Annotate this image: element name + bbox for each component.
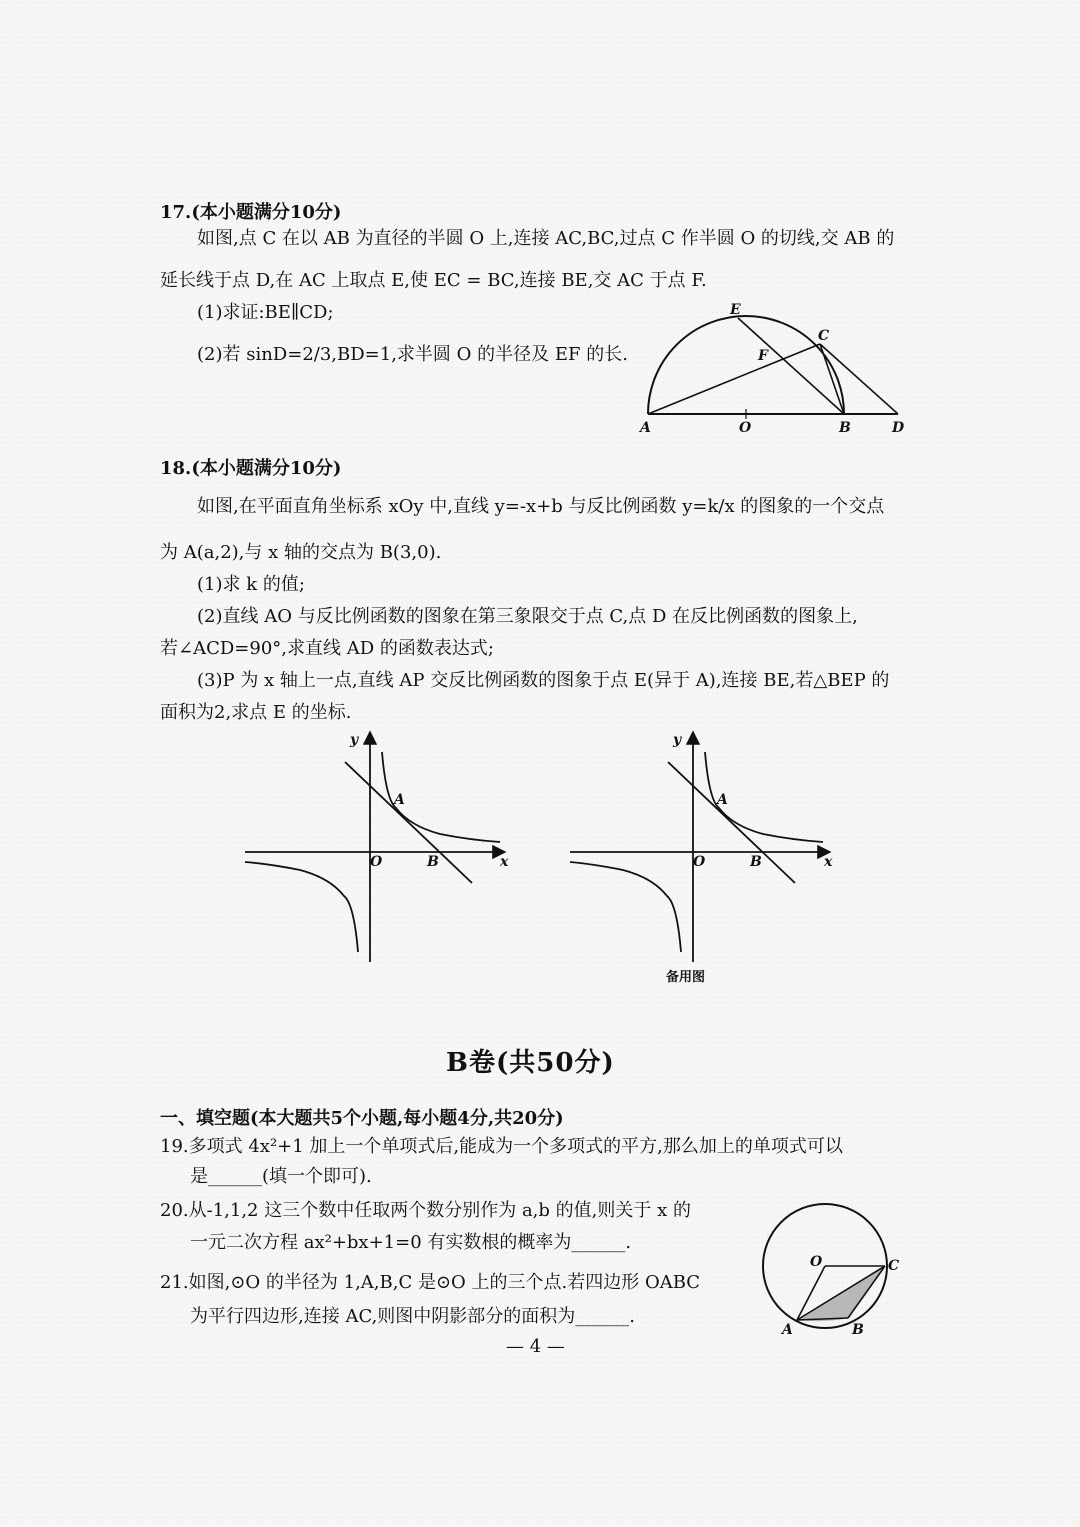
q17-semicircle-figure — [630, 290, 920, 440]
q18-graph-main — [240, 725, 520, 965]
q18-line1: 如图,在平面直角坐标系 xOy 中,直线 y=-x+b 与反比例函数 y=k/x 的图象的一个交点 — [197, 496, 885, 517]
q18-part2a: (2)直线 AO 与反比例函数的图象在第三象限交于点 C,点 D 在反比例函数的图象上, — [197, 606, 858, 627]
q20-line1: 20.从-1,1,2 这三个数中任取两个数分别作为 a,b 的值,则关于 x 的 — [160, 1200, 691, 1221]
q21-label-B: B — [852, 1322, 864, 1338]
q21-label-O: O — [810, 1254, 823, 1270]
q18-line2: 为 A(a,2),与 x 轴的交点为 B(3,0). — [160, 542, 442, 563]
section-b-title: B卷(共50分) — [446, 1048, 615, 1078]
q18-part3a: (3)P 为 x 轴上一点,直线 AP 交反比例函数的图象于点 E(异于 A),连接 BE,若△BEP 的 — [197, 670, 890, 691]
spare-figure-caption: 备用图 — [666, 970, 706, 985]
graph1-label-A: A — [394, 792, 405, 808]
graph1-label-O: O — [370, 854, 383, 870]
q17-line2: 延长线于点 D,在 AC 上取点 E,使 EC = BC,连接 BE,交 AC 于点 F. — [160, 270, 707, 291]
q17-label-C: C — [818, 328, 830, 344]
q18-graph-spare — [565, 725, 845, 965]
page-number: — 4 — — [506, 1336, 565, 1357]
q17-label-A: A — [640, 420, 651, 436]
q17-label-D: D — [892, 420, 905, 436]
q18-header: 18.(本小题满分10分) — [160, 458, 342, 479]
q19-line1: 19.多项式 4x²+1 加上一个单项式后,能成为一个多项式的平方,那么加上的单项式可以 — [160, 1136, 843, 1157]
q18-part3b: 面积为2,求点 E 的坐标. — [160, 702, 352, 723]
graph1-label-B: B — [427, 854, 439, 870]
graph2-label-B: B — [750, 854, 762, 870]
q17-header: 17.(本小题满分10分) — [160, 202, 342, 223]
q17-label-E: E — [730, 302, 741, 318]
q17-part1: (1)求证:BE∥CD; — [197, 302, 334, 323]
graph2-label-O: O — [693, 854, 706, 870]
q18-part2b: 若∠ACD=90°,求直线 AD 的函数表达式; — [160, 638, 494, 659]
q21-label-C: C — [888, 1258, 900, 1274]
q21-line1: 21.如图,⊙O 的半径为 1,A,B,C 是⊙O 上的三个点.若四边形 OABC — [160, 1272, 701, 1293]
q17-label-O: O — [739, 420, 752, 436]
graph2-label-x: x — [824, 854, 833, 870]
q17-line1: 如图,点 C 在以 AB 为直径的半圆 O 上,连接 AC,BC,过点 C 作半圆 O 的切线,交 AB 的 — [197, 228, 895, 249]
graph2-label-A: A — [717, 792, 728, 808]
q21-label-A: A — [782, 1322, 793, 1338]
graph1-label-x: x — [500, 854, 509, 870]
q21-line2: 为平行四边形,连接 AC,则图中阴影部分的面积为______. — [190, 1306, 636, 1327]
q21-circle-figure — [755, 1215, 915, 1345]
q19-line2: 是______(填一个即可). — [190, 1166, 372, 1187]
graph2-label-y: y — [673, 732, 682, 748]
q20-line2: 一元二次方程 ax²+bx+1=0 有实数根的概率为______. — [190, 1232, 632, 1253]
fill-blank-header: 一、填空题(本大题共5个小题,每小题4分,共20分) — [160, 1108, 564, 1129]
graph1-label-y: y — [350, 732, 359, 748]
q17-label-B: B — [839, 420, 851, 436]
q18-part1: (1)求 k 的值; — [197, 574, 305, 595]
q17-part2: (2)若 sinD=2/3,BD=1,求半圆 O 的半径及 EF 的长. — [197, 344, 628, 365]
q17-label-F: F — [758, 348, 768, 364]
